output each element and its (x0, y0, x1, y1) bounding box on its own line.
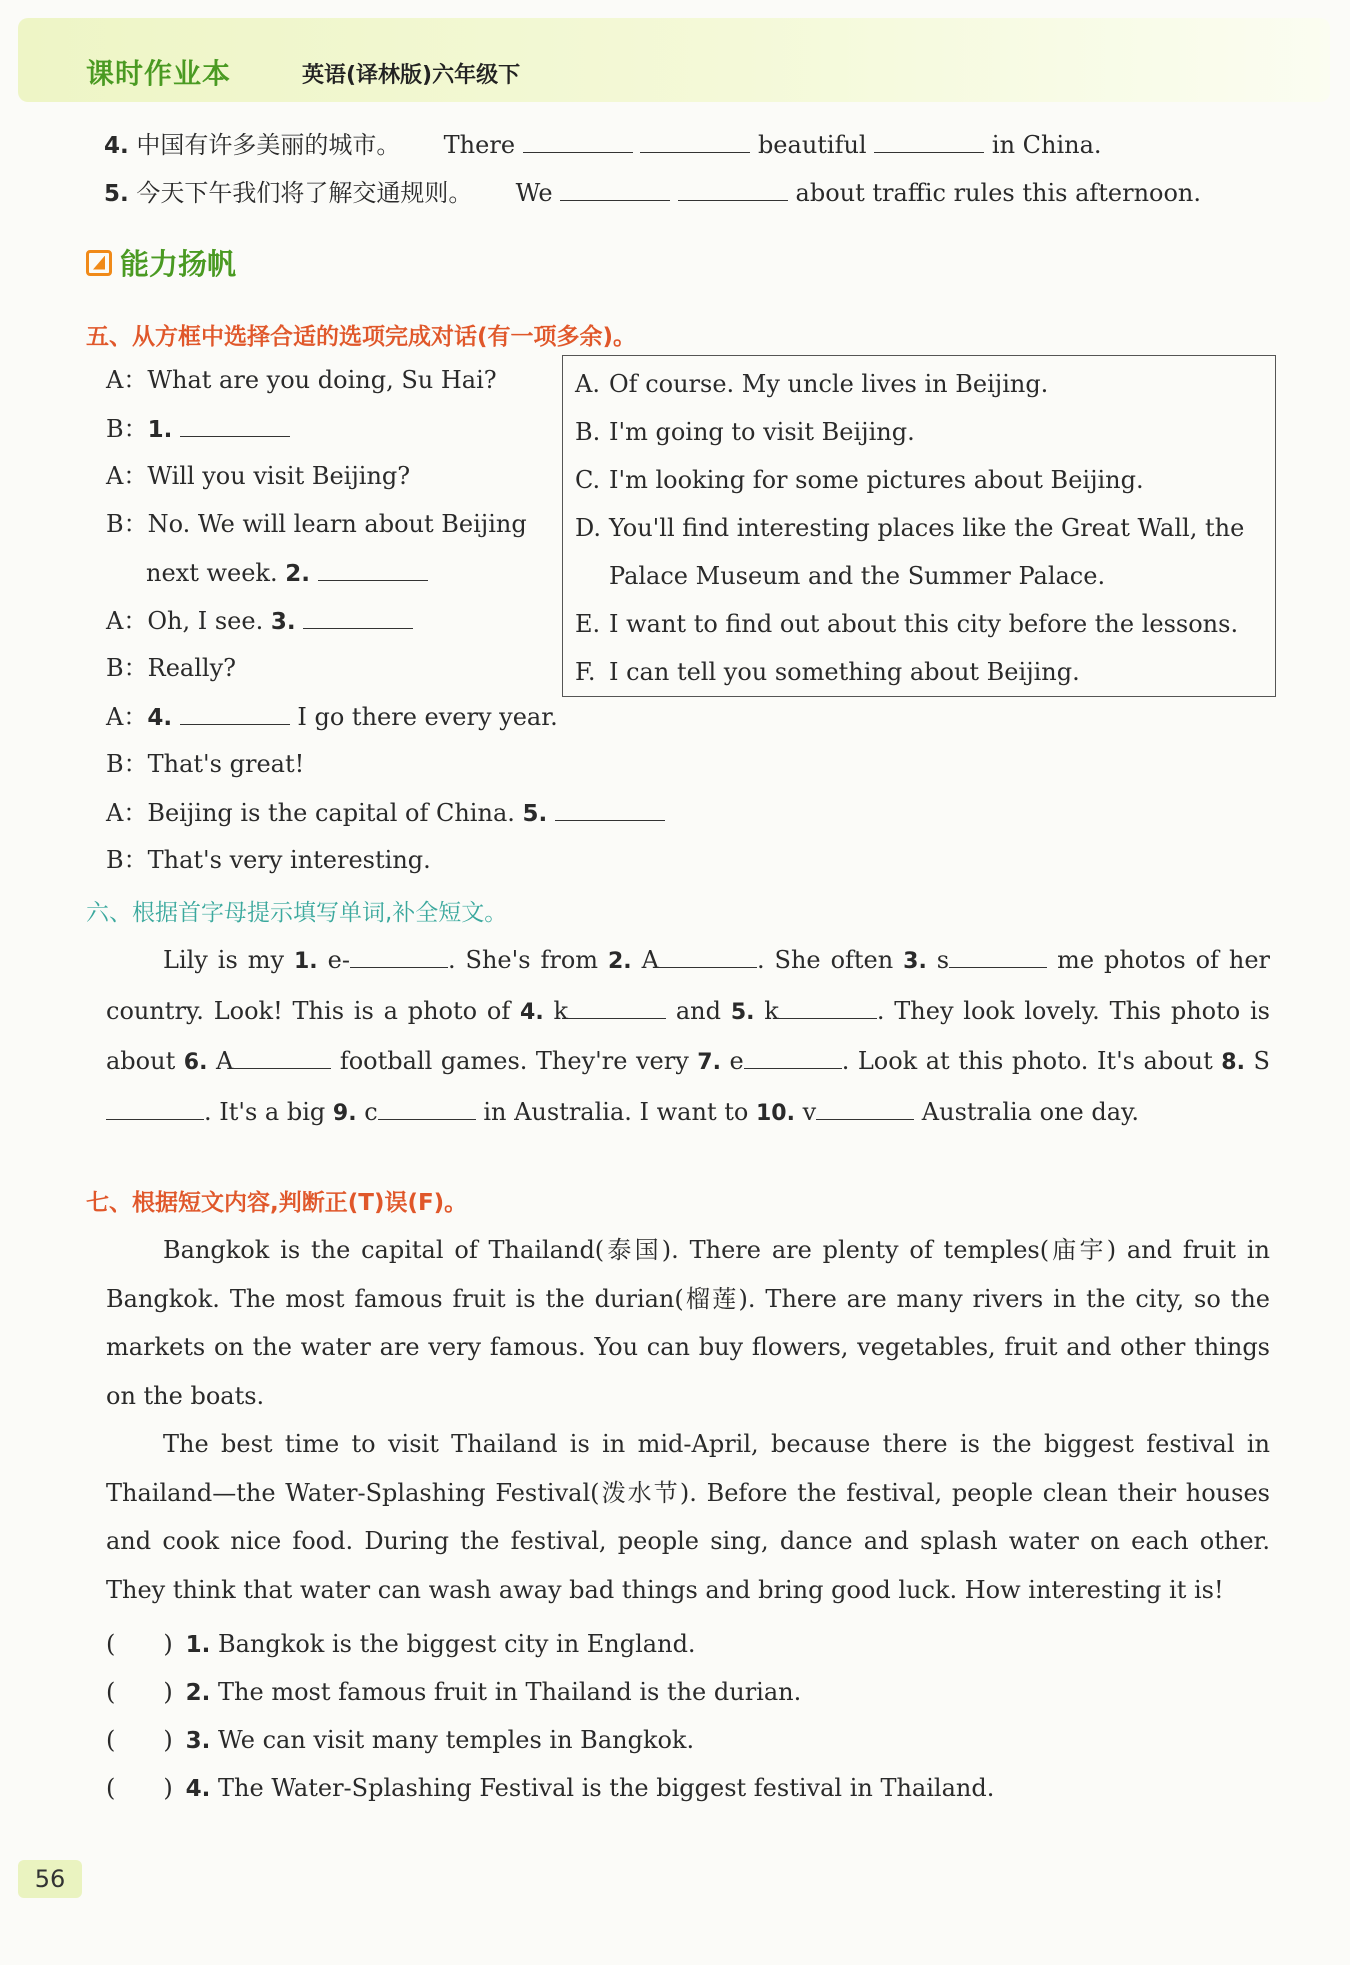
tf-item: ( ) 3. We can visit many temples in Bangkok. (106, 1720, 694, 1755)
answer-blank[interactable] (378, 1101, 476, 1120)
option-item: F. I can tell you something about Beijing. (575, 658, 1080, 686)
tf-item: ( ) 4. The Water-Splashing Festival is the biggest festival in Thailand. (106, 1768, 994, 1803)
passage-paragraph: Bangkok is the capital of Thailand(泰国). There are plenty of temples(庙宇) and fruit in Bangkok. The most famous fruit is the durian(榴莲). There are many rivers in the city, so the markets on the water are very famous. You can buy flowers, vegetables, fruit and other things on the boats. (106, 1236, 1270, 1410)
answer-blank[interactable] (949, 949, 1047, 968)
option-item: A. Of course. My uncle lives in Beijing. (575, 370, 1049, 398)
answer-blank[interactable] (350, 949, 448, 968)
options-box (562, 355, 1276, 697)
dialog-line: A：Will you visit Beijing? (106, 462, 411, 490)
answer-blank[interactable] (874, 132, 984, 153)
answer-blank[interactable] (744, 1050, 842, 1069)
task6-title: 六、根据首字母提示填写单词,补全短文。 (86, 900, 508, 926)
task5-title: 五、从方框中选择合适的选项完成对话(有一项多余)。 (86, 324, 637, 350)
answer-blank[interactable] (180, 416, 290, 437)
option-item: B. I'm going to visit Beijing. (575, 418, 915, 446)
dialog-line: B：No. We will learn about Beijing (106, 510, 527, 538)
answer-blank[interactable] (678, 180, 788, 201)
section-heading: 能力扬帆 (86, 242, 236, 283)
passage-paragraph: The best time to visit Thailand is in mid-April, because there is the biggest festival in Thailand—the Water-Splashing Festival(泼水节). Before the festival, people clean their houses and cook nice food. During the festival, people sing, dance and splash water on each other. They think that water can wash away bad things and bring good luck. How interesting it is! (106, 1430, 1270, 1604)
answer-blank[interactable] (303, 608, 413, 629)
option-item: E. I want to find out about this city before the lessons. (575, 610, 1239, 638)
answer-blank[interactable] (779, 1000, 877, 1019)
answer-paren[interactable]: ( ) (106, 1630, 173, 1658)
option-item: C. I'm looking for some pictures about Beijing. (575, 466, 1144, 494)
tf-item: ( ) 1. Bangkok is the biggest city in England. (106, 1624, 696, 1659)
answer-blank[interactable] (180, 704, 290, 725)
dialog-line: next week. 2. (146, 560, 428, 586)
dialog-line: A：Beijing is the capital of China. 5. (106, 800, 665, 826)
dialog-line: B：That's great! (106, 750, 305, 778)
brand-title: 课时作业本 (86, 57, 232, 90)
answer-blank[interactable] (318, 560, 428, 581)
prev-item-5: 5. 今天下午我们将了解交通规则。 We about traffic rules this afternoon. (104, 179, 1202, 207)
dialog-line: A：What are you doing, Su Hai? (106, 366, 497, 394)
answer-blank[interactable] (555, 800, 665, 821)
task7-passage (106, 1226, 1270, 1614)
dialog-line: B：That's very interesting. (106, 846, 431, 874)
answer-blank[interactable] (640, 132, 750, 153)
answer-paren[interactable]: ( ) (106, 1774, 173, 1802)
answer-blank[interactable] (233, 1050, 331, 1069)
prev-item-4: 4. 中国有许多美丽的城市。 There beautiful in China. (104, 131, 1102, 159)
task6-passage: Lily is my 1. e- . She's from 2. A . She often 3. s me photos of her country. Look! This is a photo of 4. k and 5. k . They look lovely. This photo is about 6. A football games. They're very 7. e . Look at this photo. It's about 8. S. It's a big 9. c in Australia. I want to 10. v Australia one day. (106, 946, 1270, 1126)
dialog-line: B：Really? (106, 654, 236, 682)
task7-title: 七、根据短文内容,判断正(T)误(F)。 (86, 1190, 468, 1216)
tf-item: ( ) 2. The most famous fruit in Thailand is the durian. (106, 1672, 801, 1707)
answer-blank[interactable] (523, 132, 633, 153)
answer-paren[interactable]: ( ) (106, 1678, 173, 1706)
answer-blank[interactable] (816, 1101, 914, 1120)
answer-blank[interactable] (659, 949, 757, 968)
book-title: 英语(译林版)六年级下 (302, 63, 521, 88)
answer-blank[interactable] (106, 1101, 204, 1120)
dialog-line: A：Oh, I see. 3. (106, 608, 413, 634)
option-item: Palace Museum and the Summer Palace. (609, 562, 1106, 590)
answer-blank[interactable] (568, 1000, 666, 1019)
sail-icon (86, 250, 112, 276)
option-item: D. You'll find interesting places like the Great Wall, the (575, 514, 1245, 542)
answer-paren[interactable]: ( ) (106, 1726, 173, 1754)
dialog-line: A：4. I go there every year. (106, 703, 558, 731)
page-number: 56 (18, 1860, 82, 1898)
dialog-line: B：1. (106, 416, 290, 442)
answer-blank[interactable] (560, 180, 670, 201)
